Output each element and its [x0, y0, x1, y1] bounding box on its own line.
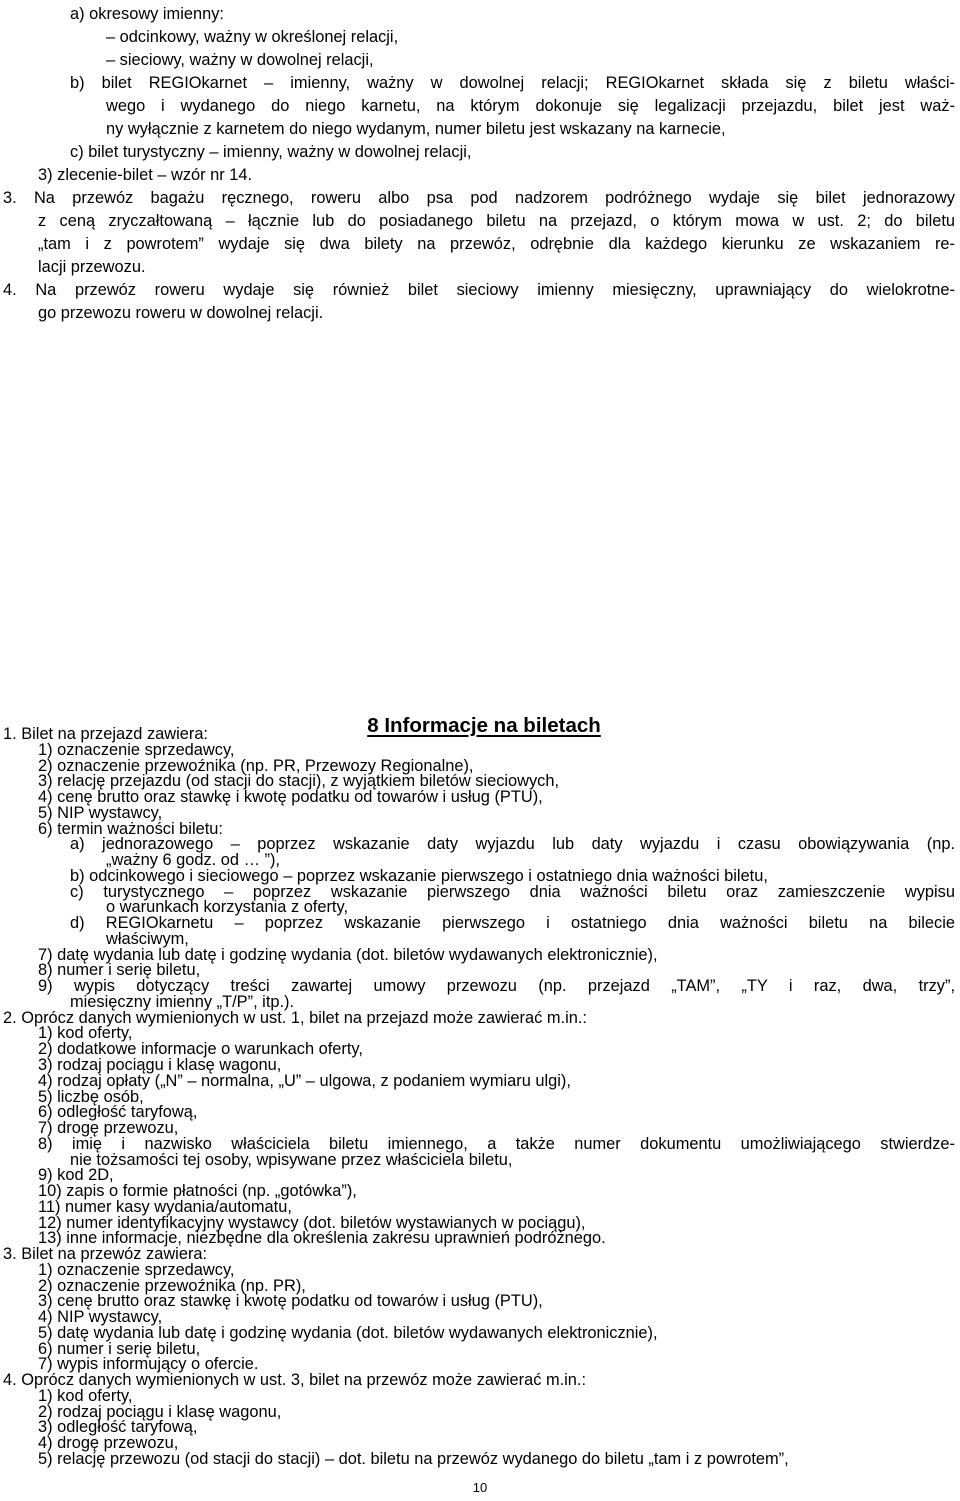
text-line: d) REGIOkarnetu – poprzez wskazanie pierwszego i ostatniego dnia ważności biletu na bilecie [70, 914, 955, 932]
text-line: 9) wypis dotyczący treści zawartej umowy przewozu (np. przejazd „TAM”, „TY i raz, dwa, trzy”, [38, 977, 955, 995]
text-line: 6) odległość taryfową, [38, 1103, 198, 1121]
text-line: wego i wydanego do niego karnetu, na którym dokonuje się legalizacji przejazdu, bilet jest waż- [106, 97, 955, 115]
text-line: 5) NIP wystawcy, [38, 804, 163, 822]
text-line: c) bilet turystyczny – imienny, ważny w dowolnej relacji, [70, 143, 472, 161]
text-line: 8) numer i serię biletu, [38, 961, 201, 979]
text-line: 4) rodzaj opłaty („N” – normalna, „U” – ulgowa, z podaniem wymiaru ulgi), [38, 1072, 571, 1090]
text-line: miesięczny imienny „T/P”, itp.). [70, 993, 295, 1011]
text-line: 4) NIP wystawcy, [38, 1308, 163, 1326]
text-line: 7) datę wydania lub datę i godzinę wydania (dot. biletów wydawanych elektronicznie), [38, 946, 658, 964]
text-line: 4. Oprócz danych wymienionych w ust. 3, bilet na przewóz może zawierać m.in.: [3, 1371, 587, 1389]
text-line: 1) kod oferty, [38, 1024, 133, 1042]
text-line: 1) oznaczenie sprzedawcy, [38, 1261, 235, 1279]
text-line: – sieciowy, ważny w dowolnej relacji, [106, 51, 374, 69]
text-line: a) okresowy imienny: [70, 5, 224, 23]
text-line: 6) termin ważności biletu: [38, 820, 223, 838]
text-line: 2) oznaczenie przewoźnika (np. PR, Przewozy Regionalne), [38, 757, 474, 775]
text-line: 3) odległość taryfową, [38, 1418, 198, 1436]
text-line: 3) relację przejazdu (od stacji do stacji), z wyjątkiem biletów sieciowych, [38, 772, 560, 790]
text-line: „ważny 6 godz. od … ”), [106, 851, 280, 869]
text-line: b) odcinkowego i sieciowego – poprzez wskazanie pierwszego i ostatniego dnia ważności biletu, [70, 867, 768, 885]
text-line: ny wyłącznie z karnetem do niego wydanym, numer biletu jest wskazany na karnecie, [106, 120, 726, 138]
text-line: 1) kod oferty, [38, 1387, 133, 1405]
text-line: 10) zapis o formie płatności (np. „gotówka”), [38, 1182, 357, 1200]
text-line: 4) cenę brutto oraz stawkę i kwotę podatku od towarów i usług (PTU), [38, 788, 543, 806]
text-line: 3. Bilet na przewóz zawiera: [3, 1245, 208, 1263]
text-line: 6) numer i serię biletu, [38, 1340, 201, 1358]
text-line: 12) numer identyfikacyjny wystawcy (dot. biletów wystawianych w pociągu), [38, 1214, 586, 1232]
text-line: b) bilet REGIOkarnet – imienny, ważny w dowolnej relacji; REGIOkarnet składa się z biletu właści- [70, 74, 955, 92]
text-line: 3) cenę brutto oraz stawkę i kwotę podatku od towarów i usług (PTU), [38, 1292, 543, 1310]
section-title-text: 8 Informacje na biletach [367, 714, 601, 737]
text-line: 3) zlecenie-bilet – wzór nr 14. [38, 166, 253, 184]
text-line: lacji przewozu. [38, 258, 146, 276]
text-line: 2. Oprócz danych wymienionych w ust. 1, bilet na przejazd może zawierać m.in.: [3, 1009, 587, 1027]
text-line: 5) datę wydania lub datę i godzinę wydania (dot. biletów wydawanych elektronicznie), [38, 1324, 658, 1342]
text-line: „tam i z powrotem” wydaje się dwa bilety na przewóz, odrębnie dla każdego kierunku ze wskazaniem re- [38, 235, 955, 253]
text-line: 7) drogę przewozu, [38, 1119, 179, 1137]
text-line: 4) drogę przewozu, [38, 1434, 179, 1452]
text-line: 5) relację przewozu (od stacji do stacji) – dot. biletu na przewóz wydanego do biletu „tam i z powrotem”, [38, 1450, 789, 1468]
text-line: nie tożsamości tej osoby, wpisywane przez właściciela biletu, [70, 1151, 513, 1169]
text-line: c) turystycznego – poprzez wskazanie pierwszego dnia ważności biletu oraz zamieszczenie wypisu [70, 883, 955, 901]
text-line: 2) oznaczenie przewoźnika (np. PR), [38, 1277, 306, 1295]
text-line: 8) imię i nazwisko właściciela biletu imiennego, a także numer dokumentu umożliwiającego stwierdze- [38, 1135, 955, 1153]
text-line: 3) rodzaj pociągu i klasę wagonu, [38, 1056, 282, 1074]
text-line: 2) rodzaj pociągu i klasę wagonu, [38, 1403, 282, 1421]
text-line: 1. Bilet na przejazd zawiera: [3, 725, 208, 743]
text-line: a) jednorazowego – poprzez wskazanie daty wyjazdu lub daty wyjazdu i czasu obowiązywania (np. [70, 835, 955, 853]
page-number: 10 [472, 1480, 488, 1495]
text-line: 7) wypis informujący o ofercie. [38, 1355, 259, 1373]
text-line: 3. Na przewóz bagażu ręcznego, roweru albo psa pod nadzorem podróżnego wydaje się bilet jednorazowy [3, 189, 955, 207]
text-line: 5) liczbę osób, [38, 1088, 144, 1106]
text-line: 11) numer kasy wydania/automatu, [38, 1198, 292, 1216]
text-line: – odcinkowy, ważny w określonej relacji, [106, 28, 399, 46]
text-line: 9) kod 2D, [38, 1166, 114, 1184]
text-line: 2) dodatkowe informacje o warunkach oferty, [38, 1040, 363, 1058]
text-line: 1) oznaczenie sprzedawcy, [38, 741, 235, 759]
text-line: z ceną zryczałtowaną – łącznie lub do posiadanego biletu na przejazd, o którym mowa w ust. 2; do biletu [38, 212, 955, 230]
text-line: 13) inne informacje, niezbędne dla określenia zakresu uprawnień podróżnego. [38, 1229, 606, 1247]
text-line: o warunkach korzystania z oferty, [106, 898, 349, 916]
text-line: go przewozu roweru w dowolnej relacji. [38, 304, 324, 322]
text-line: właściwym, [106, 930, 189, 948]
text-line: 4. Na przewóz roweru wydaje się również bilet sieciowy imienny miesięczny, uprawniający do wielokrotne- [3, 281, 955, 299]
